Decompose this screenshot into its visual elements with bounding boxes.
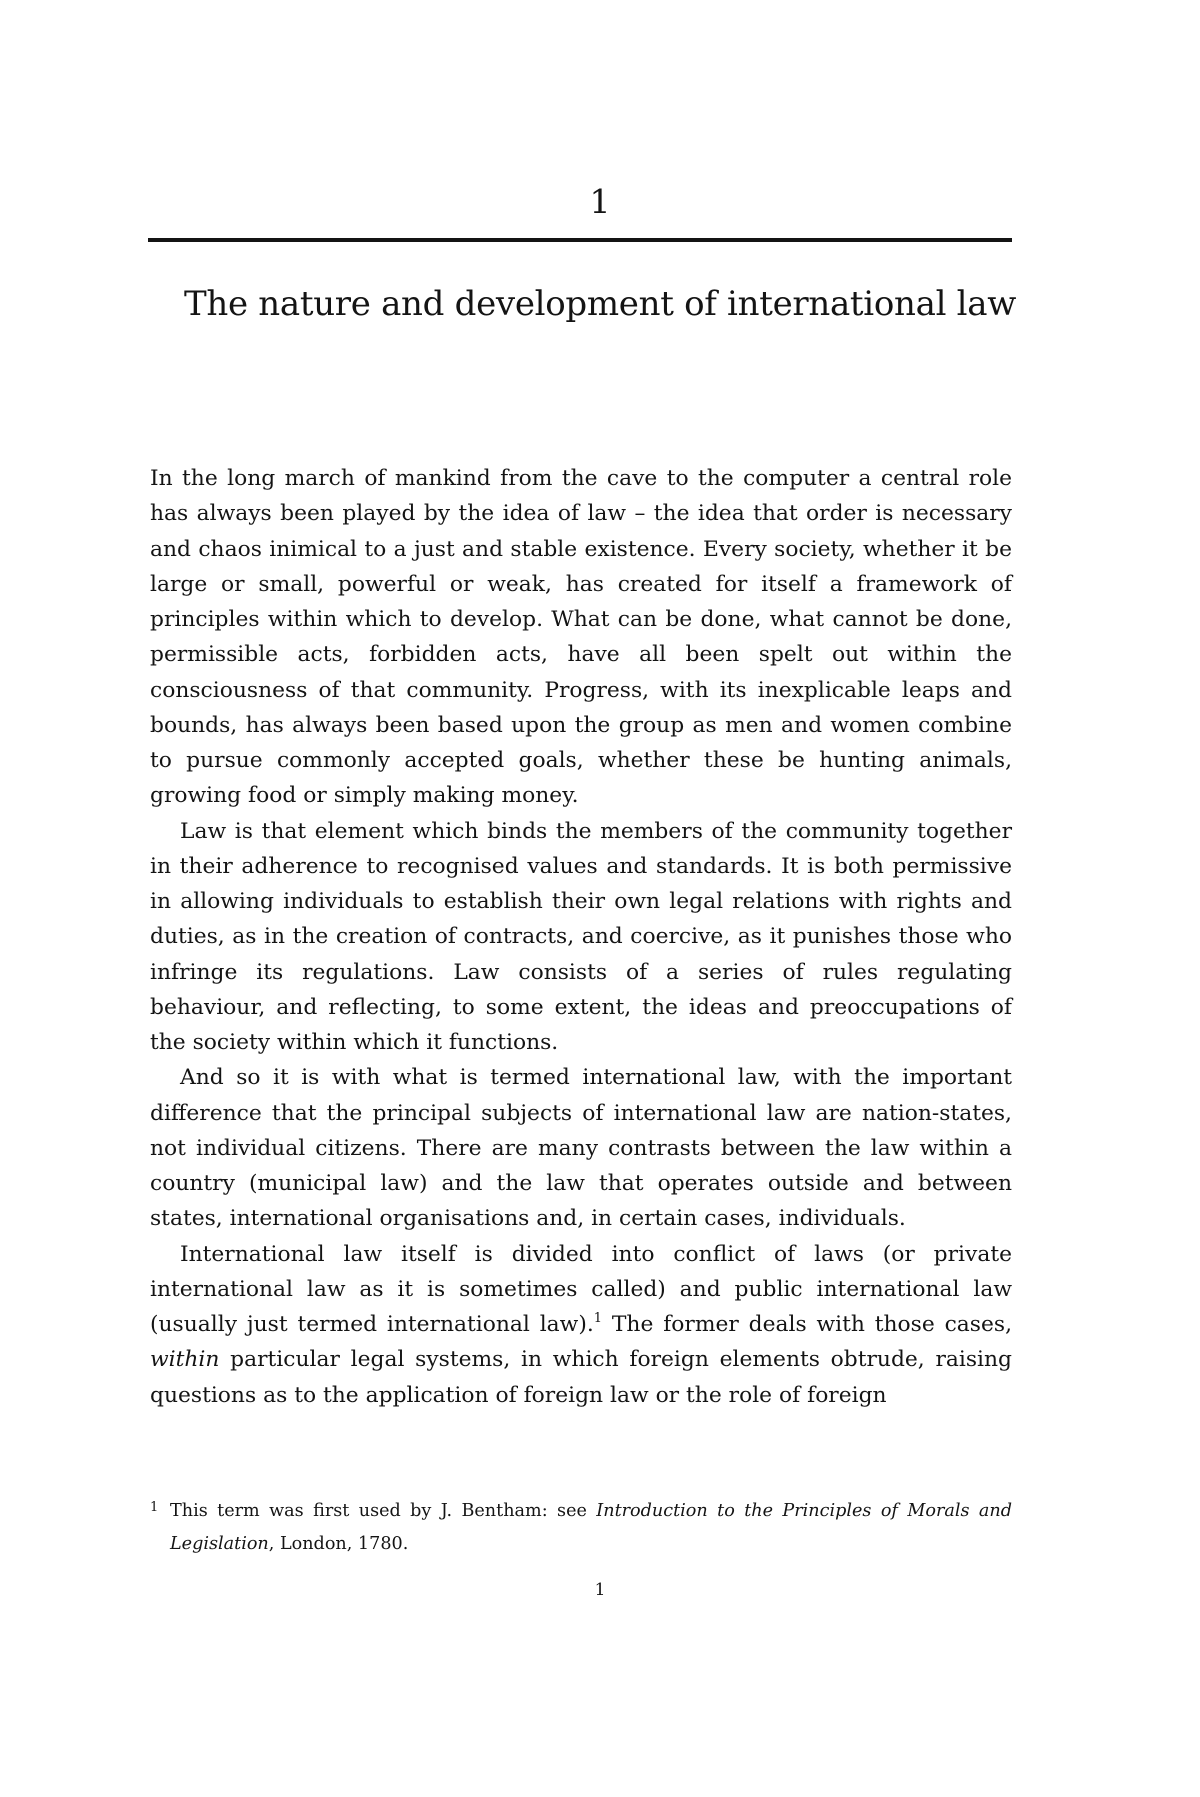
paragraph-2: Law is that element which binds the members of the community together in their adherence to recognised values and standards. It is both permissive in allowing individuals to establish their own legal relations with rights and duties, as in the creation of contracts, and coercive, as it punishes those who infringe its regulations. Law consists of a series of rules regulating behaviour, and reflecting, to some extent, the ideas and preoccupations of the society within which it functions. [150,818,1012,1055]
paragraph-1: In the long march of mankind from the cave to the computer a central role has always been played by the idea of law – the idea that order is necessary and chaos inimical to a just and stable existence. Every society, whether it be large or small, powerful or weak, has created for itself a framework of principles within which to develop. What can be done, what cannot be done, permissible acts, forbidden acts, have all been spelt out within the consciousness of that community. Progress, with its inexplicable leaps and bounds, has always been based upon the group as men and women combine to pursue commonly accepted goals, whether these be hunting animals, growing food or simply making money. [150,466,1012,809]
paragraph-4-emphasis: within [150,1347,220,1373]
paragraph-4 [150,1237,1012,1413]
chapter-title: The nature and development of international law [183,284,1017,324]
paragraph-4-text-a: International law itself is divided into conflict of laws (or private international law as it is sometimes called) and public international law (usually just termed international law). [150,1241,1012,1337]
paragraph-4-text-c: particular legal systems, in which foreign elements obtrude, raising questions as to the application of foreign law or the role of foreign [150,1347,1012,1408]
footnote-title-part-2: Legislation [170,1534,269,1554]
footnote-body [170,1495,1012,1561]
paragraph-3: And so it is with what is termed international law, with the important difference that the principal subjects of international law are nation-states, not individual citizens. There are many contrasts between the law within a country (municipal law) and the law that operates outside and between states, international organisations and, in certain cases, individuals. [150,1065,1012,1232]
footnote [150,1495,1012,1561]
footnote-text-after: , London, 1780. [268,1534,409,1554]
chapter-divider [148,238,1012,242]
body-text [150,461,1012,1413]
page-number: 1 [594,1580,606,1600]
chapter-number: 1 [589,182,611,221]
footnote-text-before: This term was first used by J. Bentham: see [170,1501,597,1521]
footnote-title-part-1: Introduction to the Principles of Morals and [596,1501,1012,1521]
footnote-line-1 [170,1495,1012,1528]
paragraph-4-text-b: The former deals with those cases, [602,1312,1013,1337]
footnote-mark: 1 [150,1500,159,1515]
footnote-reference: 1 [593,1311,603,1326]
